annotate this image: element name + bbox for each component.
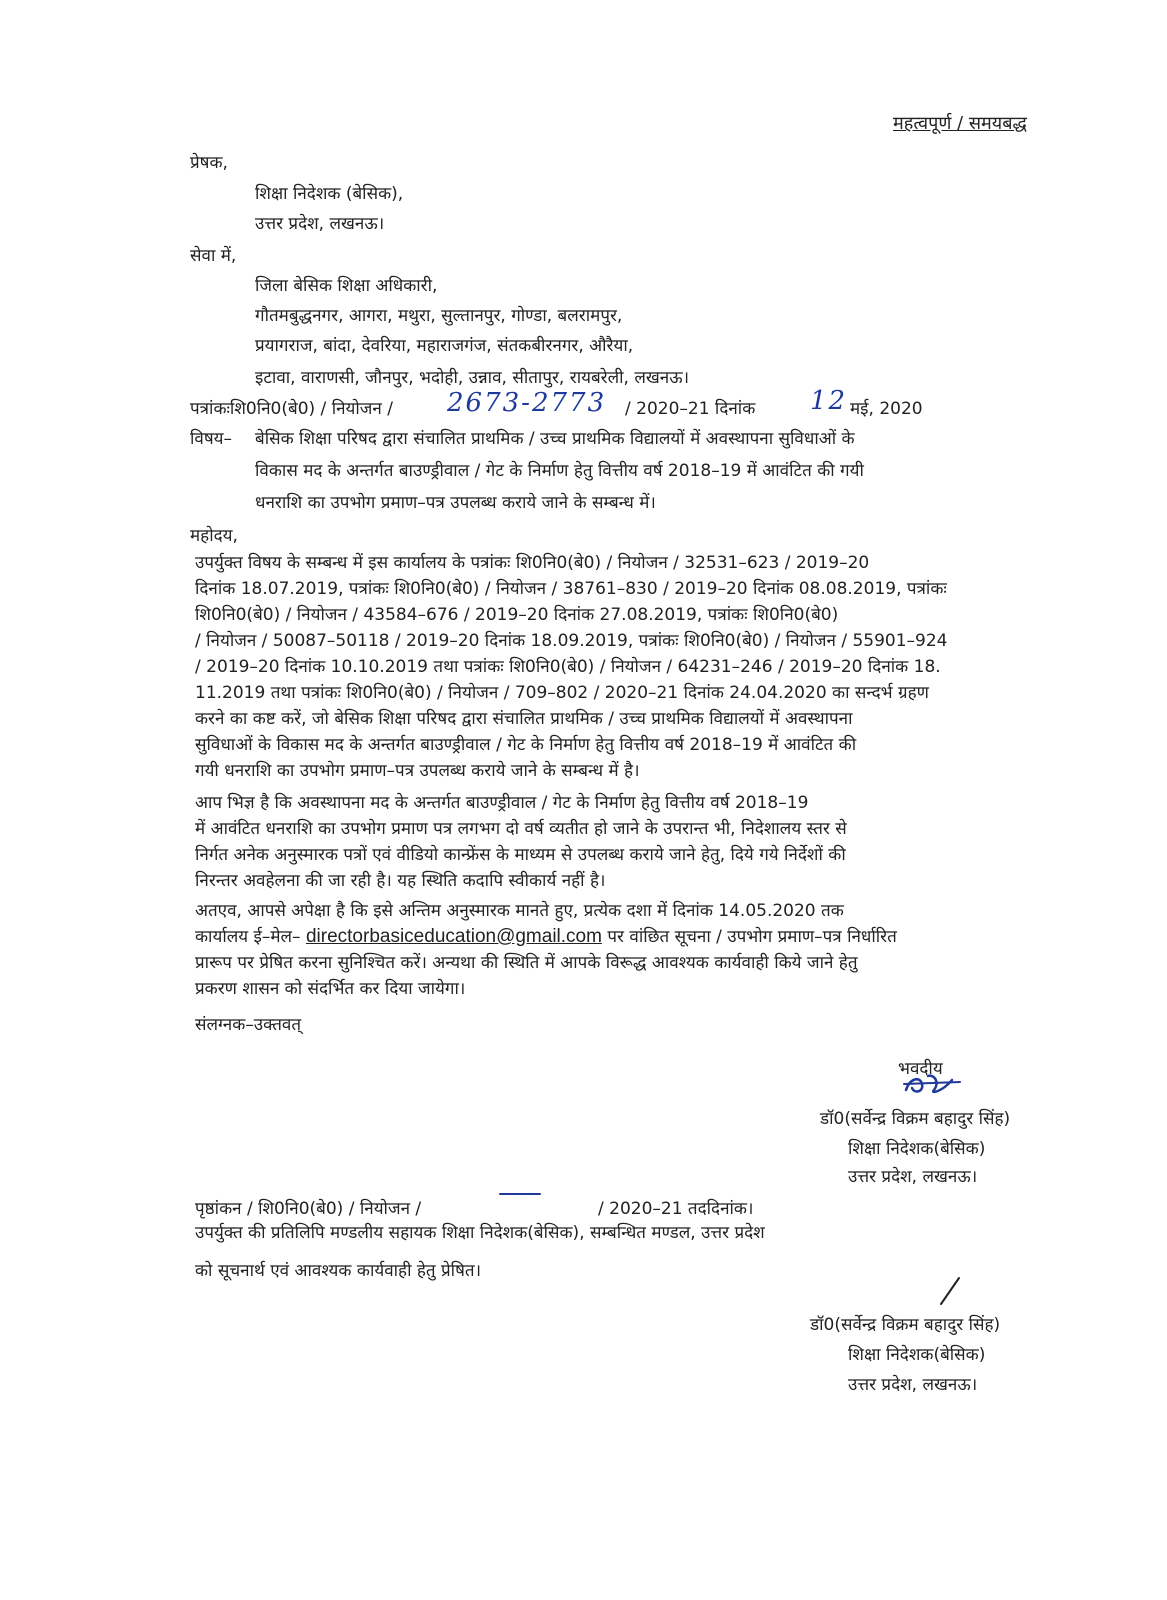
paragraph-line: / 2019–20 दिनांक 10.10.2019 तथा पत्रांकः शि0नि0(बे0) / नियोजन / 64231–246 / 2019–20 दिनांक 18. — [195, 657, 941, 677]
sender-line-2: उत्तर प्रदेश, लखनऊ। — [255, 214, 385, 234]
reference-day-handwritten: 12 — [810, 386, 848, 416]
signatory-place-2: उत्तर प्रदेश, लखनऊ। — [848, 1375, 978, 1395]
paragraph-line: उपर्युक्त विषय के सम्बन्ध में इस कार्यालय के पत्रांकः शि0नि0(बे0) / नियोजन / 32531–623 / 2019–20 — [195, 553, 870, 573]
sender-label: प्रेषक, — [190, 153, 228, 173]
paragraph-line: उपर्युक्त की प्रतिलिपि मण्डलीय सहायक शिक्षा निदेशक(बेसिक), सम्बन्धित मण्डल, उत्तर प्रदेश — [195, 1223, 765, 1243]
paragraph-1 — [195, 550, 1065, 784]
paragraph-line: निरन्तर अवहेलना की जा रही है। यह स्थिति कदापि स्वीकार्य नहीं है। — [195, 871, 606, 891]
subject-line: बेसिक शिक्षा परिषद द्वारा संचालित प्राथमिक / उच्च प्राथमिक विद्यालयों में अवस्थापना सुविधाओं के — [255, 429, 855, 449]
signatory-designation: शिक्षा निदेशक(बेसिक) — [848, 1139, 986, 1159]
salutation: महोदय, — [190, 526, 238, 546]
paragraph-line: प्रकरण शासन को संदर्भित कर दिया जायेगा। — [195, 979, 466, 999]
recipient-line-1: जिला बेसिक शिक्षा अधिकारी, — [255, 276, 438, 296]
signatory-name: डॉ0(सर्वेन्द्र विक्रम बहादुर सिंह) — [820, 1109, 1011, 1129]
subject-text — [255, 426, 1065, 516]
paragraph-2 — [195, 790, 1065, 894]
signature-image — [900, 1068, 970, 1098]
recipient-line-4: इटावा, वाराणसी, जौनपुर, भदोही, उन्नाव, सीतापुर, रायबरेली, लखनऊ। — [255, 368, 690, 388]
paragraph-line: गयी धनराशि का उपभोग प्रमाण–पत्र उपलब्ध कराये जाने के सम्बन्ध में है। — [195, 761, 640, 781]
endorsement-ref-prefix: पृष्ठांकन / शि0नि0(बे0) / नियोजन / — [195, 1199, 422, 1219]
paragraph-line-email — [195, 924, 1065, 950]
paragraph-3 — [195, 898, 1065, 1002]
email-prefix: कार्यालय ई–मेल– — [195, 927, 301, 947]
closing-yours: भवदीय — [898, 1059, 943, 1079]
subject-line: विकास मद के अन्तर्गत बाउण्ड्रीवाल / गेट के निर्माण हेतु वित्तीय वर्ष 2018–19 में आवंटित की गयी — [255, 461, 864, 481]
signatory-place: उत्तर प्रदेश, लखनऊ। — [848, 1167, 978, 1187]
reference-year-date: / 2020–21 दिनांक — [625, 399, 756, 419]
reference-prefix: पत्रांकःशि0नि0(बे0) / नियोजन / — [190, 399, 393, 419]
endorsement-handwritten-dash — [498, 1190, 542, 1198]
recipient-line-2: गौतमबुद्धनगर, आगरा, मथुरा, सुल्तानपुर, गोण्डा, बलरामपुर, — [255, 306, 623, 326]
paragraph-line: सुविधाओं के विकास मद के अन्तर्गत बाउण्ड्रीवाल / गेट के निर्माण हेतु वित्तीय वर्ष 2018–19 में आवंटित की — [195, 735, 857, 755]
paragraph-line: शि0नि0(बे0) / नियोजन / 43584–676 / 2019–20 दिनांक 27.08.2019, पत्रांकः शि0नि0(बे0) — [195, 605, 839, 625]
reference-month-year: मई, 2020 — [850, 399, 923, 419]
paragraph-line: में आवंटित धनराशि का उपभोग प्रमाण पत्र लगभग दो वर्ष व्यतीत हो जाने के उपरान्त भी, निदेशालय स्तर से — [195, 819, 847, 839]
paragraph-line: 11.2019 तथा पत्रांकः शि0नि0(बे0) / नियोजन / 709–802 / 2020–21 दिनांक 24.04.2020 का सन्दर्भ ग्रहण — [195, 683, 929, 703]
paragraph-line: आप भिज्ञ है कि अवस्थापना मद के अन्तर्गत बाउण्ड्रीवाल / गेट के निर्माण हेतु वित्तीय वर्ष 2018–19 — [195, 793, 809, 813]
endorsement-ref-suffix: / 2020–21 तददिनांक। — [598, 1199, 754, 1219]
paragraph-line: दिनांक 18.07.2019, पत्रांकः शि0नि0(बे0) / नियोजन / 38761–830 / 2019–20 दिनांक 08.08.2019, पत्रांकः — [195, 579, 947, 599]
sender-line-1: शिक्षा निदेशक (बेसिक), — [255, 184, 404, 204]
signatory-designation-2: शिक्षा निदेशक(बेसिक) — [848, 1345, 986, 1365]
enclosure: संलग्नक–उक्तवत् — [195, 1015, 302, 1035]
paragraph-line: अतएव, आपसे अपेक्षा है कि इसे अन्तिम अनुस्मारक मानते हुए, प्रत्येक दशा में दिनांक 14.05.2020 तक — [195, 901, 844, 921]
recipient-line-3: प्रयागराज, बांदा, देवरिया, महाराजगंज, संतकबीरनगर, औरैया, — [255, 336, 634, 356]
paragraph-line: को सूचनार्थ एवं आवश्यक कार्यवाही हेतु प्रेषित। — [195, 1261, 482, 1281]
paragraph-line: निर्गत अनेक अनुस्मारक पत्रों एवं वीडियो कान्फ्रेंस के माध्यम से उपलब्ध कराये जाने हेतु, दिये गये निर्देशों की — [195, 845, 846, 865]
paragraph-line: प्रारूप पर प्रेषित करना सुनिश्चित करें। अन्यथा की स्थिति में आपके विरूद्ध आवश्यक कार्यवाही किये जाने हेतु — [195, 953, 858, 973]
priority-label: महत्वपूर्ण / समयबद्ध — [893, 113, 1027, 134]
email-suffix: पर वांछित सूचना / उपभोग प्रमाण–पत्र निर्धारित — [607, 927, 897, 947]
paragraph-line: करने का कष्ट करें, जो बेसिक शिक्षा परिषद द्वारा संचालित प्राथमिक / उच्च प्राथमिक विद्यालयों में अवस्थापना — [195, 709, 853, 729]
email-link[interactable]: directorbasiceducation@gmail.com — [305, 926, 602, 947]
initial-mark — [935, 1275, 965, 1307]
paragraph-line: / नियोजन / 50087–50118 / 2019–20 दिनांक 18.09.2019, पत्रांकः शि0नि0(बे0) / नियोजन / 55901–924 — [195, 631, 948, 651]
subject-label: विषय– — [190, 429, 233, 449]
signatory-name-2: डॉ0(सर्वेन्द्र विक्रम बहादुर सिंह) — [810, 1315, 1001, 1335]
subject-line: धनराशि का उपभोग प्रमाण–पत्र उपलब्ध कराये जाने के सम्बन्ध में। — [255, 493, 656, 513]
recipient-label: सेवा में, — [190, 246, 237, 266]
reference-number-handwritten: 2673-2773 — [447, 388, 607, 418]
